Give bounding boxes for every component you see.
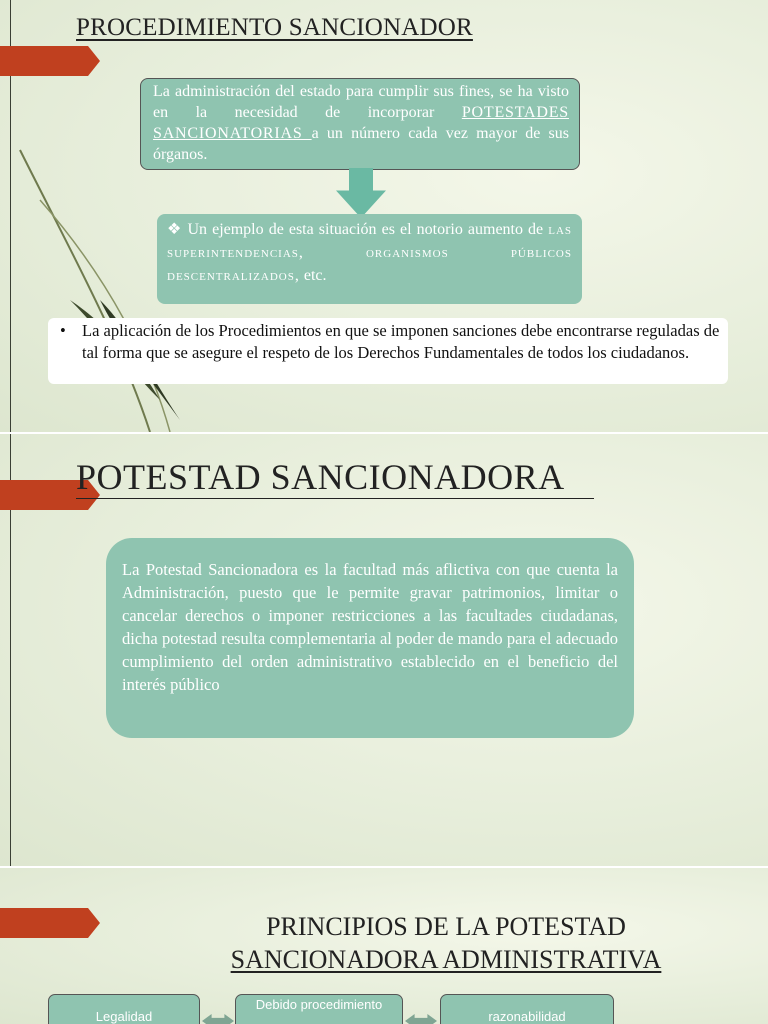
- info-box-aplicacion: [48, 318, 728, 384]
- page-title: PROCEDIMIENTO SANCIONADOR: [76, 14, 473, 41]
- slide-principios: [0, 868, 768, 1024]
- small-caps-text: las superintendencias, organismos públicos descentralizados,: [167, 221, 572, 284]
- box-text-end: etc.: [299, 267, 327, 284]
- info-box-administracion: [140, 78, 580, 170]
- title-underline: [76, 498, 594, 499]
- slide-procedimiento: [0, 0, 768, 432]
- red-flag-marker: [0, 908, 100, 938]
- principle-razonabilidad: razonabilidad: [440, 994, 614, 1024]
- info-box-potestad: [106, 538, 634, 738]
- principle-legalidad: Legalidad: [48, 994, 200, 1024]
- arrow-down-icon: [336, 168, 386, 218]
- double-arrow-icon: [202, 1014, 234, 1024]
- box-text-end: a un número cada vez mayor de sus órganos.: [153, 125, 569, 163]
- box-text: La aplicación de los Procedimientos en que se imponen sanciones debe encontrarse reguladas de tal forma que se asegure el respeto de los Derechos Fundamentales de todos los ciudadanos.: [82, 321, 720, 362]
- title-line-1: PRINCIPIOS DE LA POTESTAD: [266, 912, 626, 941]
- bullet-icon: •: [60, 321, 66, 340]
- principle-debido-procedimiento: Debido procedimiento: [235, 994, 403, 1024]
- info-box-ejemplo: [157, 214, 582, 304]
- box-text: Un ejemplo de esta situación es el notorio aumento de: [187, 221, 549, 238]
- box-text: La administración del estado para cumplir sus fines, se ha visto en la necesidad de incorporar: [153, 83, 569, 121]
- title-line-2: SANCIONADORA ADMINISTRATIVA: [230, 945, 662, 974]
- section-title: POTESTAD SANCIONADORA: [76, 457, 565, 497]
- section-title: [196, 910, 696, 976]
- box-text: La Potestad Sancionadora es la facultad más aflictiva con que cuenta la Administración, puesto que le permite gravar patrimonios, limitar o cancelar derechos o imponer restricciones a las facultades ciudadanas, dicha potestad resulta complementaria al poder de mando para el adecuado cumplimiento del orden administrativo establecido en el beneficio del interés público: [122, 560, 618, 694]
- diamond-bullet-icon: ❖: [167, 221, 183, 238]
- red-flag-marker: [0, 46, 100, 76]
- slide-potestad: [0, 434, 768, 866]
- highlight-text: POTESTADES SANCIONATORIAS: [153, 104, 569, 142]
- double-arrow-icon: [405, 1014, 437, 1024]
